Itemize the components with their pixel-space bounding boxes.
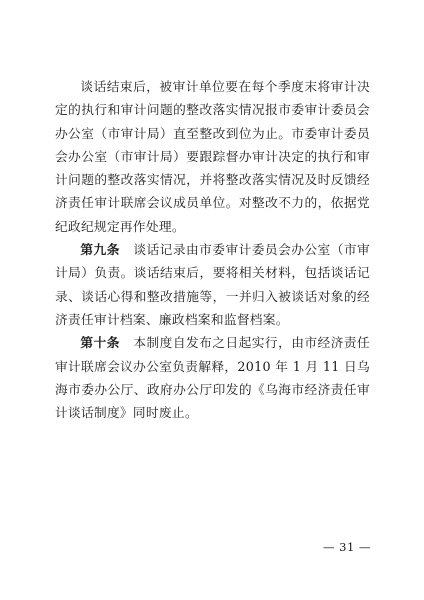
- article-label: 第十条: [80, 335, 120, 351]
- article-10: [55, 331, 370, 424]
- paragraph-text: 谈话结束后，被审计单位要在每个季度末将审计决定的执行和审计问题的整改落实情况报市委审计委员会办公室（市审计局）直至整改到位为止。市委审计委员会办公室（市审计局）要跟踪督办审计决定的执行和审计问题的整改落实情况，并将整改落实情况及时反馈经济责任审计联席会议成员单位。对整改不力的，依据党纪政纪规定再作处理。: [55, 79, 370, 234]
- page-number: — 31 —: [323, 540, 371, 554]
- article-label: 第九条: [80, 242, 120, 258]
- article-text: 谈话记录由市委审计委员会办公室（市审计局）负责。谈话结束后，要将相关材料，包括谈话记录、谈话心得和整改措施等，一并归入被谈话对象的经济责任审计档案、廉政档案和监督档案。: [55, 242, 371, 327]
- article-9: [55, 238, 370, 331]
- article-text: 本制度自发布之日起实行，由市经济责任审计联席会议办公室负责解释，2010 年 1 月 11 日乌海市委办公厅、政府办公厅印发的《乌海市经济责任审计谈话制度》同时废止。: [55, 335, 371, 421]
- paragraph-talk-followup: [55, 75, 370, 238]
- document-body: [55, 75, 370, 424]
